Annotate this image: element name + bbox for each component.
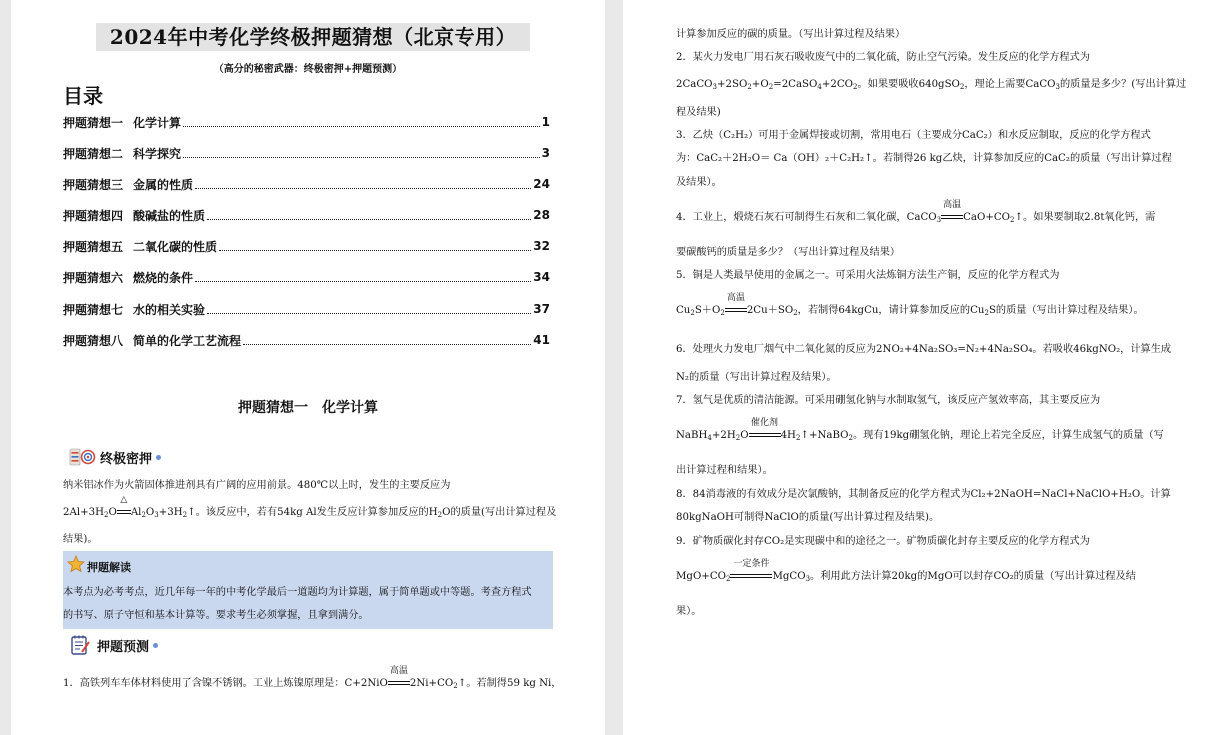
reaction-condition [749,418,781,443]
toc-item-name: 酸碱盐的性质 [133,208,206,223]
eq-part: 2Al+3H [63,507,104,518]
condition-label: △ [120,495,128,505]
toc-item-name: 科学探究 [133,146,182,161]
question-5-line-2: $Cu_2S+O_2$ 高温 $2Cu+SO_2$，若制得64kgCu，请计算参加反应的$Cu_2S$的质量（写出计算过程及结果）。 [676,293,1144,317]
question-6-line-1: 6．处理火力发电厂烟气中二氧化氮的反应为2NO₂+4Na₂SO₃=N₂+4Na₂SO₄。若吸收46kgNO₂，计算生成 [676,344,1172,355]
eq-part: ↑。如果要制取2.8t氧化钙，需 [1014,212,1156,223]
question-3-line-2: 为：CaC₂＋2H₂O＝ Ca（OH）₂＋C₂H₂↑。若制得26 kg乙炔，计算参加反应的CaC₂的质量（写出计算过程 [676,153,1172,164]
question-9-line-1: 9．矿物质碳化封存CO₂是实现碳中和的途径之一。矿物质碳化封存主要反应的化学方程式为 [676,536,1090,547]
question-3-line-3: 及结果）。 [676,177,722,188]
analysis-label: 押题解读 [87,561,131,574]
toc-item-page: 28 [533,208,550,222]
secret-line-1: 纳米铝冰作为火箭固体推进剂具有广阔的应用前景。480℃以上时，发生的主要反应为 [63,480,451,491]
toc-dot-leader [183,157,540,158]
toc-item-page: 1 [541,115,550,129]
question-2-line-2: $2CaCO_3+2SO_2+O_2=2CaSO_4+2CO_2$。如果要吸收640gSO$_2$，理论上需要CaCO$_3$的质量是多少？(写出计算过 [676,79,1187,91]
eq-part: +3H [158,507,183,518]
document-page-right [623,0,1230,735]
toc-item-name: 金属的性质 [133,177,194,192]
toc-item-6[interactable] [63,268,550,286]
analysis-line-1: 本考点为必考考点，近几年每一年的中考化学最后一道题均为计算题，属于简单题或中等题。考查方程式 [63,587,532,598]
toc-item-page: 3 [541,146,550,160]
eq-part: O [740,430,749,441]
condition-label: 高温 [726,293,745,303]
eq-part: NaBH [676,430,708,441]
section-heading: 押题猜想一 化学计算 [238,400,378,416]
condition-label: 催化剂 [751,418,779,428]
badge-secret [69,446,161,468]
toc-dot-leader [207,219,531,220]
reaction-condition [941,200,963,225]
eq-part: Al [130,507,142,518]
eq-part: 2Ni+CO [409,678,454,689]
question-2-equation: $2CaCO_3+2SO_2+O_2=2CaSO_4+2CO_2$ [676,79,858,91]
question-1-line: 1．高铁列车车体材料使用了含镍不锈钢。工业上炼镍原理是：C+2NiO 高温 $2Ni+CO_2↑$。若制得59 kg Ni， [63,666,562,690]
toc-item-page: 34 [533,270,550,284]
toc-item-number: 押题猜想六 [63,270,124,285]
toc-dot-leader [183,126,540,127]
eq-part: O的质量(写出计算过程及 [442,507,557,518]
question-5-line-1: 5．铜是人类最早使用的金属之一。可采用火法炼铜方法生产铜，反应的化学方程式为 [676,270,1060,281]
eq-part: ，理论上需要CaCO [964,79,1056,90]
question-9-line-2: $MgO+CO_2$ 一定条件 MgCO$_3$。利用此方法计算20kg的MgO可以封存CO₂的质量（写出计算过程及结 [676,559,1136,583]
toc-dot-leader [195,281,531,282]
toc-heading: 目录 [63,84,103,108]
toc-dot-leader [243,344,531,345]
toc-item-name: 化学计算 [133,115,182,130]
toc-item-number: 押题猜想二 [63,146,124,161]
document-page-left [11,0,605,735]
eq-part: 。如果要吸收640gSO [857,79,960,90]
eq-part: 。利用此方法计算20kg的MgO可以封存CO₂的质量（写出计算过程及结 [810,571,1136,582]
question-7-line-1: 7．氢气是优质的清洁能源。可采用硼氢化钠与水制取氢气，该反应产氢效率高，其主要反应为 [676,395,1101,406]
toc-item-7[interactable] [63,300,550,318]
badge-predict-label: 押题预测 [97,639,150,655]
question-8-line-2: 80kgNaOH可制得NaClO的质量(写出计算过程及结果)。 [676,512,940,523]
eq-part: ↑+NaBO [800,430,849,441]
reaction-condition [388,666,410,691]
question-3-line-1: 3．乙炔（C₂H₂）可用于金属焊接或切割，常用电石（主要成分CaC₂）和水反应制取，反应的化学方程式 [676,130,1151,141]
eq-part: 4．工业上，煅烧石灰石可制得生石灰和二氧化碳，CaCO [676,212,937,223]
toc-item-name: 简单的化学工艺流程 [133,333,242,348]
question-2-line-3: 程及结果) [676,107,721,118]
eq-part: 。现有19kg硼氢化钠，理论上若完全反应，计算生成氢气的质量（写 [852,430,1164,441]
secret-line-3: 结果)。 [63,534,98,545]
toc-dot-leader [219,250,531,251]
toc-dot-leader [195,188,531,189]
condition-label: 高温 [389,666,408,676]
condition-label: 高温 [943,200,962,210]
condition-label: 一定条件 [733,559,770,569]
toc-item-page: 24 [533,177,550,191]
eq-part: ↑。若制得59 kg Ni， [457,678,562,689]
question-4-line-1: 4．工业上，煅烧石灰石可制得生石灰和二氧化碳，CaCO$_3$ 高温 $CaO+CO_2↑$。如果要制取2.8t氧化钙，需 [676,200,1156,224]
question-7-line-3: 出计算过程和结果）。 [676,465,773,476]
eq-part: +2H [711,430,736,441]
toc-item-name: 二氧化碳的性质 [133,239,218,254]
question-1-continued: 计算参加反应的碳的质量。（写出计算过程及结果） [676,29,906,40]
analysis-line-2: 的书写、原子守恒和基本计算等。要求考生必须掌握，且拿到满分。 [63,610,369,621]
title-highlight [96,23,530,51]
eq-part: 1．高铁列车车体材料使用了含镍不锈钢。工业上炼镍原理是：C+2NiO [63,678,388,689]
question-2-line-1: 2．某火力发电厂用石灰石吸收废气中的二氧化硫，防止空气污染。发生反应的化学方程式为 [676,52,1090,63]
toc-item-page: 37 [533,302,550,316]
toc-item-8[interactable] [63,331,550,349]
eq-part: Cu [676,305,691,316]
badge-secret-label: 终极密押 [100,451,153,467]
toc-item-4[interactable] [63,206,550,224]
eq-part: O [145,507,155,518]
toc-item-number: 押题猜想一 [63,115,124,130]
toc-item-3[interactable] [63,175,550,193]
eq-part: 的质量是多少？(写出计算过 [1059,79,1187,90]
toc-item-name: 燃烧的条件 [133,270,194,285]
toc-item-number: 押题猜想七 [63,302,124,317]
eq-part: MgCO [772,571,806,582]
eq-part: ↑。该反应中，若有54kg Al发生反应计算参加反应的H [187,507,438,518]
reaction-condition [725,293,747,318]
eq-part: 4H [780,430,796,441]
question-8-line-1: 8．84消毒液的有效成分是次氯酸钠，其制备反应的化学方程式为Cl₂+2NaOH=NaCl+NaClO+H₂O。计算 [676,489,1171,500]
toc-item-number: 押题猜想四 [63,208,124,223]
question-4-line-2: 要碳酸钙的质量是多少？（写出计算过程及结果） [676,247,901,258]
toc-item-page: 32 [533,239,550,253]
toc-item-number: 押题猜想三 [63,177,124,192]
target-icon [69,446,97,468]
analysis-box [63,551,553,629]
reaction-condition [730,559,772,584]
eq-part: ，若制得64kgCu，请计算参加反应的Cu [797,305,985,316]
badge-predict [69,634,158,656]
document-subtitle: （高分的秘密武器：终极密押+押题预测） [213,64,403,75]
notepad-icon [69,634,91,656]
toc-item-page: 41 [533,333,550,347]
secret-equation-line: $2Al+3H_2O$ △ $Al_2O_3+3H_2↑$。该反应中，若有54kg Al发生反应计算参加反应的$H_2O$的质量(写出计算过程及 [63,495,557,519]
eq-part: S＋O [694,305,721,316]
star-icon [67,555,85,573]
eq-part: CaO+CO [963,212,1010,223]
eq-part: O [108,507,117,518]
question-7-line-2: $NaBH_4+2H_2O$ 催化剂 $4H_2↑+NaBO_2$。现有19kg硼氢化钠，理论上若完全反应，计算生成氢气的质量（写 [676,418,1164,442]
question-9-line-3: 果）。 [676,606,702,617]
document-title: 2024年中考化学终极押题猜想（北京专用） [109,25,517,49]
toc-item-number: 押题猜想五 [63,239,124,254]
question-6-line-2: N₂的质量（写出计算过程及结果）。 [676,372,837,383]
badge-dot [153,643,158,648]
eq-part: S的质量（写出计算过程及结果）。 [988,305,1144,316]
toc-dot-leader [207,313,531,314]
eq-part: MgO+CO [676,571,726,582]
toc-item-name: 水的相关实验 [133,302,206,317]
toc-item-number: 押题猜想八 [63,333,124,348]
badge-dot [156,455,161,460]
reaction-condition [117,495,131,520]
eq-part: 2Cu＋SO [746,305,794,316]
toc-item-1[interactable] [63,113,550,131]
toc-item-2[interactable] [63,144,550,162]
toc-item-5[interactable] [63,237,550,255]
